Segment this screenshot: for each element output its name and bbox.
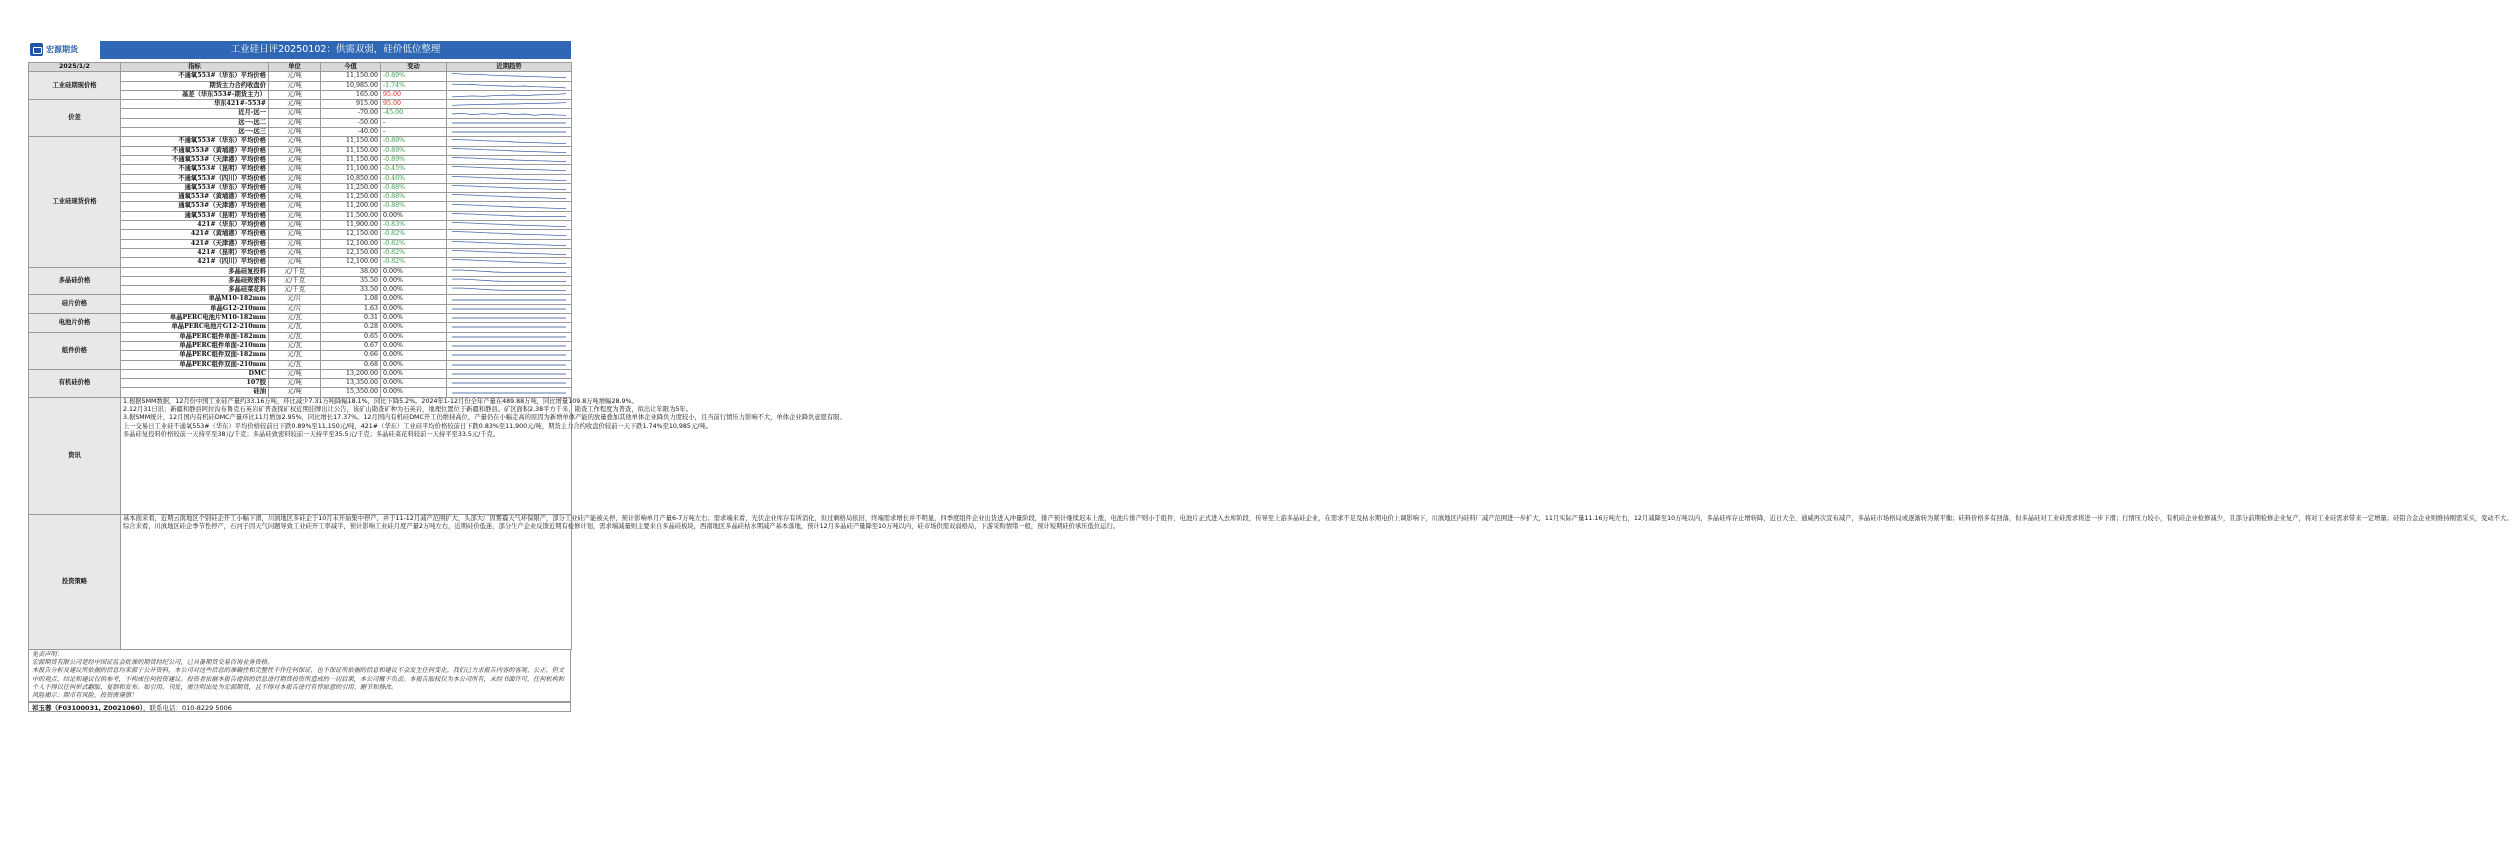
trend-sparkline [447, 146, 572, 155]
value-cell: 165.00 [321, 90, 381, 99]
value-cell: 0.31 [321, 314, 381, 323]
indicator-cell: 421#（黄埔港）平均价格 [121, 230, 269, 239]
unit-cell: 元/吨 [269, 379, 321, 388]
value-cell: 1.08 [321, 295, 381, 304]
trend-sparkline [447, 341, 572, 350]
value-cell: 12,100.00 [321, 239, 381, 248]
change-cell: 0.00% [381, 314, 447, 323]
change-cell: 0.00% [381, 267, 447, 276]
trend-sparkline [447, 276, 572, 285]
value-cell: 11,500.00 [321, 211, 381, 220]
value-cell: -70.00 [321, 109, 381, 118]
trend-sparkline [447, 286, 572, 295]
trend-sparkline [447, 360, 572, 369]
value-cell: 915.00 [321, 100, 381, 109]
indicator-cell: 期货主力合约收盘价 [121, 81, 269, 90]
change-cell: -0.82% [381, 258, 447, 267]
trend-sparkline [447, 174, 572, 183]
value-cell: -40.00 [321, 128, 381, 137]
table-header-row [29, 63, 572, 72]
unit-cell: 元/吨 [269, 221, 321, 230]
header-change: 变动 [381, 63, 447, 72]
analyst-license: （F03100031, Z0021060） [51, 704, 143, 712]
indicator-cell: 单晶PERC组件单面-210mm [121, 341, 269, 350]
disclaimer-line: 宏源期货有限公司是经中国证监会批准的期货经纪公司，已具备期货交易咨询业务资格。 [32, 659, 274, 667]
unit-cell: 元/千克 [269, 276, 321, 285]
trend-sparkline [447, 323, 572, 332]
value-cell: 11,250.00 [321, 193, 381, 202]
analyst-name: 祁玉蓉 [32, 704, 52, 712]
change-cell: 0.00% [381, 379, 447, 388]
unit-cell: 元/瓦 [269, 360, 321, 369]
value-cell: 11,250.00 [321, 183, 381, 192]
trend-line [452, 113, 566, 115]
indicator-cell: 基差（华东553#-期货主力） [121, 90, 269, 99]
value-cell: 11,100.00 [321, 165, 381, 174]
category-label: 工业硅现货价格 [29, 137, 121, 267]
value-cell: 11,900.00 [321, 221, 381, 230]
trend-line [452, 74, 566, 78]
indicator-cell: 不通氧553#（昆明）平均价格 [121, 165, 269, 174]
header-trend: 近期趋势 [447, 63, 572, 72]
trend-sparkline [447, 90, 572, 99]
trend-line [452, 94, 566, 97]
trend-line [452, 158, 566, 162]
indicator-cell: 多晶硅菜花料 [121, 286, 269, 295]
trend-line [452, 185, 566, 189]
unit-cell: 元/吨 [269, 369, 321, 378]
trend-sparkline [447, 314, 572, 323]
indicator-cell: 421#（四川）平均价格 [121, 258, 269, 267]
category-label: 工业硅期现价格 [29, 72, 121, 100]
header-date: 2025/1/2 [29, 63, 121, 72]
trend-sparkline [447, 193, 572, 202]
indicator-cell: 不通氧553#（黄埔港）平均价格 [121, 146, 269, 155]
trend-line [452, 204, 566, 208]
change-cell: -0.82% [381, 230, 447, 239]
change-cell: -0.88% [381, 193, 447, 202]
value-cell: 11,150.00 [321, 155, 381, 164]
change-cell: 0.00% [381, 276, 447, 285]
change-cell: -0.89% [381, 155, 447, 164]
change-cell: - [381, 128, 447, 137]
change-cell: -0.89% [381, 137, 447, 146]
category-label: 有机硅价格 [29, 369, 121, 397]
change-cell: - [381, 118, 447, 127]
trend-sparkline [447, 351, 572, 360]
change-cell: 0.00% [381, 360, 447, 369]
trend-sparkline [447, 258, 572, 267]
logo-text: 宏源期货 [46, 45, 78, 54]
unit-cell: 元/吨 [269, 146, 321, 155]
trend-sparkline [447, 81, 572, 90]
trend-sparkline [447, 118, 572, 127]
trend-sparkline [447, 128, 572, 137]
unit-cell: 元/瓦 [269, 341, 321, 350]
unit-cell: 元/吨 [269, 109, 321, 118]
change-cell: 0.00% [381, 295, 447, 304]
unit-cell: 元/瓦 [269, 332, 321, 341]
analyst-contact: ，联系电话：010-8229 5006 [142, 704, 232, 712]
trend-sparkline [447, 267, 572, 276]
unit-cell: 元/吨 [269, 90, 321, 99]
trend-line [452, 148, 566, 152]
trend-sparkline [447, 211, 572, 220]
value-cell: 0.28 [321, 323, 381, 332]
indicator-cell: DMC [121, 369, 269, 378]
report-header [28, 40, 571, 60]
change-cell: 95.00 [381, 100, 447, 109]
unit-cell: 元/吨 [269, 137, 321, 146]
change-cell: -0.82% [381, 248, 447, 257]
strategy-paragraph: 综合来看，川滇地区硅企季节性停产，石河子因天气问题导致工业硅开工率减半，预计影响工业硅月度产量2万吨左右，近期硅价低迷，部分生产企业反馈近期有检修计划，需求端减量则主要来自多晶硅板块，西南地区多晶硅枯水期减产基本落地，预计12月多晶硅产量降至10万吨以内，硅市场供需双弱格局，下游采购情绪一般，预计短期硅价承压低位运行。 [123, 522, 1120, 530]
value-cell: -50.00 [321, 118, 381, 127]
strategy-label: 投资策略 [29, 514, 121, 649]
company-logo [28, 40, 98, 60]
category-label: 多晶硅价格 [29, 267, 121, 295]
trend-line [452, 260, 566, 264]
change-cell: -0.46% [381, 174, 447, 183]
indicator-cell: 多晶硅致密料 [121, 276, 269, 285]
trend-line [452, 251, 566, 255]
trend-sparkline [447, 155, 572, 164]
table-body [29, 72, 572, 397]
trend-line [452, 241, 566, 245]
header-unit: 单位 [269, 63, 321, 72]
trend-line [452, 223, 566, 227]
unit-cell: 元/吨 [269, 118, 321, 127]
unit-cell: 元/吨 [269, 248, 321, 257]
value-cell: 11,150.00 [321, 72, 381, 81]
value-cell: 13,200.00 [321, 369, 381, 378]
indicator-cell: 421#（天津港）平均价格 [121, 239, 269, 248]
change-cell: -45.00 [381, 109, 447, 118]
logo-icon [30, 43, 43, 56]
indicator-cell: 多晶硅复投料 [121, 267, 269, 276]
trend-sparkline [447, 137, 572, 146]
info-paragraph: 多晶硅复投料价格较前一天持平至38元/千克；多晶硅致密料较前一天持平至35.5元/千克；多晶硅菜花料较前一天持平至33.5元/千克。 [123, 430, 500, 438]
indicator-cell: 107胶 [121, 379, 269, 388]
price-table [28, 62, 2513, 650]
change-cell: -0.45% [381, 165, 447, 174]
unit-cell: 元/吨 [269, 174, 321, 183]
value-cell: 0.65 [321, 332, 381, 341]
unit-cell: 元/瓦 [269, 351, 321, 360]
trend-sparkline [447, 72, 572, 81]
trend-line [452, 103, 566, 106]
table-row [29, 332, 572, 341]
change-cell: -0.89% [381, 72, 447, 81]
unit-cell: 元/吨 [269, 202, 321, 211]
trend-line [452, 279, 566, 282]
indicator-cell: 单晶G12-210mm [121, 304, 269, 313]
trend-sparkline [447, 100, 572, 109]
change-cell: -0.89% [381, 146, 447, 155]
unit-cell: 元/吨 [269, 81, 321, 90]
indicator-cell: 不通氧553#（华东）平均价格 [121, 137, 269, 146]
indicator-cell: 硅油 [121, 388, 269, 397]
strategy-paragraph: 基本面来看，近期云南地区个别硅企开工小幅下滑，川滇地区多硅企于10月末开始集中停产，并于11-12月减产范围扩大，头部大厂因雾霾天气环保限产，部分工业硅产能被关停，预计影响单月产量6-7万吨左右；需求端来看，光伏企业库存有所消化，但过剩格局依旧，终端需求增长并不明显，四季度组件企业出货进入冲量阶段，排产预计继续迟未上涨，电池片排产则小于组件，电池片正式进入去库阶段，传导至上游多晶硅企业，在需求不足及枯水期电价上调影响下，川滇地区内硅料厂减产范围进一步扩大，11月实际产量11.16万吨左右，12月减降至10万吨以内，多晶硅库存止增转降，近日大全、通威再次宣布减产，多晶硅市场格局或逐渐转为紧平衡；硅料价格多有回落，但多晶硅对工业硅需求将进一步下滑；行情压力较小，有机硅企业检修减少，且部分前期检修企业复产，将对工业硅需求带来一定增量；硅铝合金企业则维持刚需采买，变动不大。 [123, 514, 2513, 522]
table-row [29, 267, 572, 276]
header-indicator: 指标 [121, 63, 269, 72]
info-label: 资讯 [29, 397, 121, 514]
table-row [29, 137, 572, 146]
unit-cell: 元/吨 [269, 239, 321, 248]
table-row [29, 369, 572, 378]
change-cell: -1.74% [381, 81, 447, 90]
trend-line [452, 167, 566, 171]
indicator-cell: 421#（华东）平均价格 [121, 221, 269, 230]
table-row [29, 100, 572, 109]
trend-sparkline [447, 332, 572, 341]
indicator-cell: 华东421#-553# [121, 100, 269, 109]
report-title: 工业硅日评20250102：供需双弱，硅价低位整理 [100, 41, 571, 59]
change-cell: 0.00% [381, 341, 447, 350]
unit-cell: 元/吨 [269, 100, 321, 109]
trend-line [452, 84, 566, 88]
value-cell: 33.50 [321, 286, 381, 295]
unit-cell: 元/吨 [269, 258, 321, 267]
change-cell: -0.82% [381, 239, 447, 248]
table-row [29, 72, 572, 81]
unit-cell: 元/吨 [269, 230, 321, 239]
change-cell: -0.88% [381, 183, 447, 192]
trend-sparkline [447, 183, 572, 192]
trend-sparkline [447, 379, 572, 388]
indicator-cell: 单晶M10-182mm [121, 295, 269, 304]
change-cell: 0.00% [381, 351, 447, 360]
disclaimer-line: 本报告分析及建议所依据的信息均来源于公开资料，本公司对这些信息的准确性和完整性不作任何保证，也不保证所依据的信息和建议不会发生任何变化。我们已力求报告内容的客观、公正，但文中的观点、结论和建议仅供参考，不构成任何投资建议。投资者依据本报告提供的信息进行期货投资所造成的一切后果，本公司概不负责。本报告版权仅为本公司所有，未经书面许可，任何机构和个人不得以任何形式翻版、复制和发布。如引用、刊发，需注明出处为宏源期货，且不得对本报告进行有悖原意的引用、删节和修改。 [32, 667, 565, 691]
value-cell: 12,150.00 [321, 248, 381, 257]
value-cell: 11,150.00 [321, 137, 381, 146]
unit-cell: 元/吨 [269, 193, 321, 202]
indicator-cell: 不通氧553#（四川）平均价格 [121, 174, 269, 183]
unit-cell: 元/吨 [269, 183, 321, 192]
category-label: 组件价格 [29, 332, 121, 369]
risk-warning: 风险揭示：期市有风险，投资需谨慎！ [32, 692, 138, 700]
indicator-cell: 421#（昆明）平均价格 [121, 248, 269, 257]
value-cell: 0.67 [321, 341, 381, 350]
indicator-cell: 不通氧553#（天津港）平均价格 [121, 155, 269, 164]
indicator-cell: 单晶PERC电池片G12-210mm [121, 323, 269, 332]
value-cell: 11,200.00 [321, 202, 381, 211]
strategy-content [121, 514, 2513, 649]
value-cell: 38.00 [321, 267, 381, 276]
unit-cell: 元/片 [269, 304, 321, 313]
unit-cell: 元/吨 [269, 388, 321, 397]
value-cell: 13,350.00 [321, 379, 381, 388]
value-cell: 0.68 [321, 360, 381, 369]
change-cell: 0.00% [381, 369, 447, 378]
info-paragraph: 3.据SMM统计，12月国内有机硅DMC产量环比11月增加2.95%，同比增长17.37%。12月国内有机硅DMC开工仍维持高位，产量仍在小幅走高的原因为新增单体产能的放量叠加其他单体企业降负力度较小，且当前行情压力影响不大，单体企业降负意愿有限。 [123, 414, 846, 422]
change-cell: 0.00% [381, 304, 447, 313]
unit-cell: 元/瓦 [269, 323, 321, 332]
change-cell: 0.00% [381, 332, 447, 341]
info-paragraph: 1.根据SMM数据，12月份中国工业硅产量约33.16万吨，环比减少7.31万吨降幅18.1%，同比下降5.2%。2024年1-12月份全年产量在489.88万吨，同比增量109.8万吨增幅28.9%。 [123, 397, 638, 405]
trend-sparkline [447, 295, 572, 304]
info-paragraph: 上一交易日工业硅不通氧553#（华东）平均价格较前日下跌0.89%至11,150元/吨，421#（华东）工业硅平均价格较前日下跌0.83%至11,900元/吨，期货主力合约收盘价较前一天下跌1.74%至10,985元/吨。 [123, 422, 712, 430]
table-row [29, 295, 572, 304]
indicator-cell: 单晶PERC组件单面-182mm [121, 332, 269, 341]
unit-cell: 元/瓦 [269, 314, 321, 323]
value-cell: 10,850.00 [321, 174, 381, 183]
category-label: 硅片价格 [29, 295, 121, 314]
indicator-cell: 单晶PERC电池片M10-182mm [121, 314, 269, 323]
indicator-cell: 通氧553#（昆明）平均价格 [121, 211, 269, 220]
trend-line [452, 288, 566, 291]
trend-line [452, 213, 566, 216]
change-cell: 0.00% [381, 211, 447, 220]
trend-sparkline [447, 248, 572, 257]
value-cell: 10,985.00 [321, 81, 381, 90]
change-cell: 0.00% [381, 388, 447, 397]
change-cell: 95.00 [381, 90, 447, 99]
info-row [29, 397, 572, 514]
value-cell: 35.50 [321, 276, 381, 285]
change-cell: 0.00% [381, 323, 447, 332]
disclaimer-title: 免责声明： [32, 651, 63, 658]
analyst-footer [28, 702, 571, 712]
trend-sparkline [447, 221, 572, 230]
trend-sparkline [447, 304, 572, 313]
indicator-cell: 通氧553#（天津港）平均价格 [121, 202, 269, 211]
category-label: 价差 [29, 100, 121, 137]
indicator-cell: 单晶PERC组件双面-182mm [121, 351, 269, 360]
indicator-cell: 远一-远二 [121, 118, 269, 127]
indicator-cell: 近月-远一 [121, 109, 269, 118]
value-cell: 12,100.00 [321, 258, 381, 267]
info-content [121, 397, 846, 514]
info-paragraph: 2.12月31日讯：新疆和静县阿拉沟布鲁克石英岩矿普查探矿权近期挂牌出让公告，该矿山勘查矿种为石英岩，地理位置位于新疆和静县。矿区面积2.38平方千米，勘查工作程度为普查，拟出让年限为5年。 [123, 405, 692, 413]
change-cell: -0.83% [381, 221, 447, 230]
trend-line [452, 232, 566, 236]
table-row [29, 314, 572, 323]
value-cell: 0.66 [321, 351, 381, 360]
trend-sparkline [447, 230, 572, 239]
strategy-row [29, 514, 572, 649]
indicator-cell: 通氧553#（黄埔港）平均价格 [121, 193, 269, 202]
change-cell: -0.88% [381, 202, 447, 211]
trend-sparkline [447, 239, 572, 248]
trend-line [452, 270, 566, 273]
category-label: 电池片价格 [29, 314, 121, 333]
unit-cell: 元/吨 [269, 128, 321, 137]
trend-line [452, 176, 566, 180]
value-cell: 15,350.00 [321, 388, 381, 397]
unit-cell: 元/千克 [269, 267, 321, 276]
value-cell: 12,150.00 [321, 230, 381, 239]
unit-cell: 元/吨 [269, 155, 321, 164]
indicator-cell: 通氧553#（华东）平均价格 [121, 183, 269, 192]
unit-cell: 元/千克 [269, 286, 321, 295]
header-value: 今值 [321, 63, 381, 72]
indicator-cell: 远一-远三 [121, 128, 269, 137]
trend-sparkline [447, 388, 572, 397]
unit-cell: 元/片 [269, 295, 321, 304]
trend-sparkline [447, 369, 572, 378]
trend-line [452, 195, 566, 199]
value-cell: 11,150.00 [321, 146, 381, 155]
value-cell: 1.63 [321, 304, 381, 313]
indicator-cell: 单晶PERC组件双面-210mm [121, 360, 269, 369]
trend-line [452, 139, 566, 143]
change-cell: 0.00% [381, 286, 447, 295]
unit-cell: 元/吨 [269, 211, 321, 220]
trend-sparkline [447, 165, 572, 174]
trend-sparkline [447, 109, 572, 118]
indicator-cell: 不通氧553#（华东）平均价格 [121, 72, 269, 81]
trend-sparkline [447, 202, 572, 211]
unit-cell: 元/吨 [269, 72, 321, 81]
unit-cell: 元/吨 [269, 165, 321, 174]
disclaimer [28, 650, 571, 702]
